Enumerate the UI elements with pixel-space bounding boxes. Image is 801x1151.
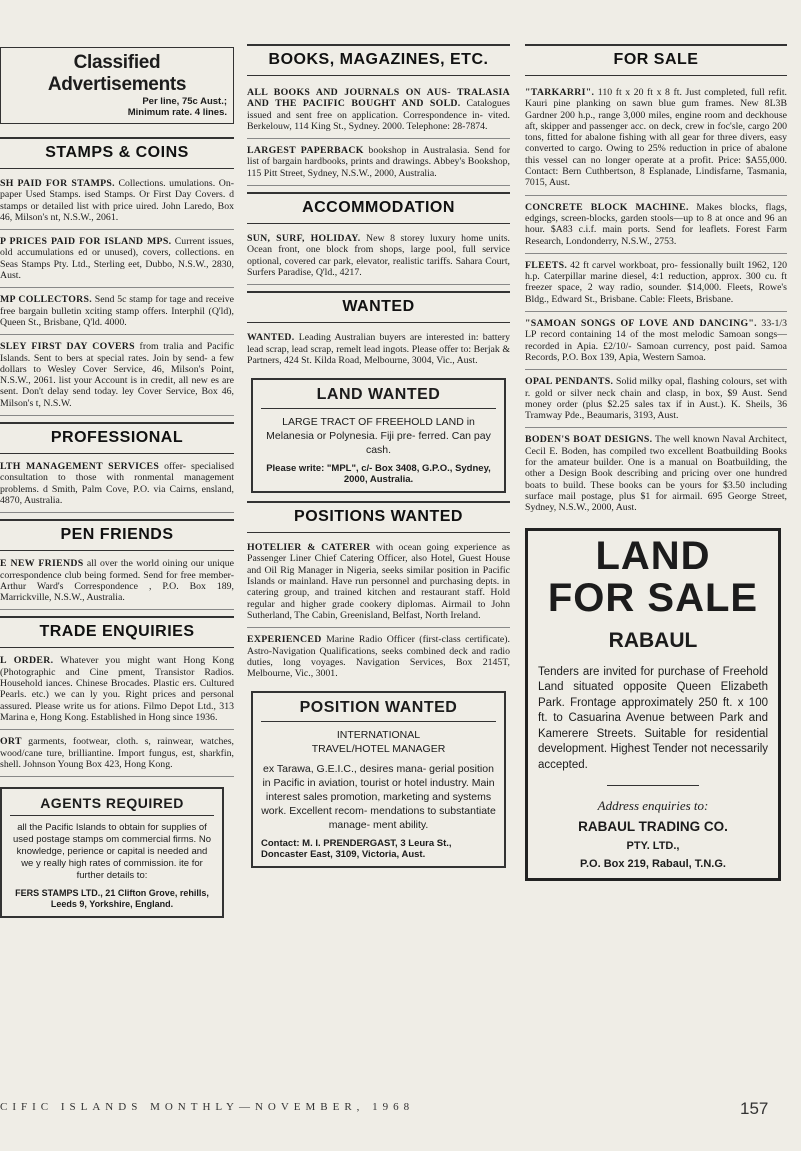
classified-title: Classified Advertisements bbox=[47, 52, 187, 95]
section-heading-trade: TRADE ENQUIRIES bbox=[0, 616, 234, 648]
section-heading-pen-friends: PEN FRIENDS bbox=[0, 519, 234, 551]
column-left bbox=[0, 0, 234, 918]
column-middle bbox=[247, 0, 510, 876]
section-heading-wanted: WANTED bbox=[247, 291, 510, 323]
position-wanted-subtitle-1: INTERNATIONAL bbox=[336, 729, 421, 742]
ad-for-sale-4: "SAMOAN SONGS OF LOVE AND DANCING". 33-1/3 LP record containing 14 of the most melodic Samoan songs— recorded in Apia. £2/10/- Samoan currency, post paid. Samoa Records, P.O. Box 139, Apia, Western Samoa. bbox=[525, 318, 787, 370]
ad-positions-2: EXPERIENCED Marine Radio Officer (first-class certificate). Astro-Navigation Qualifications, seeks combined deck and radio duties, long voyages. Navigation Services, Box 2145T, Melbourne, Vic., 3001. bbox=[247, 634, 510, 680]
land-for-sale-address: P.O. Box 219, Rabaul, T.N.G. bbox=[580, 858, 726, 870]
ad-stamps-1: SH PAID FOR STAMPS. Collections. umulations. On-paper Used Stamps. ised Stamps. Or First Day Covers. d stamps or detailed list with price uired. John Laredo, Box 46, Milson's nt, N.S.W., 2061. bbox=[0, 178, 234, 230]
land-wanted-body: LARGE TRACT OF FREEHOLD LAND in Melanesia or Polynesia. Fiji pre- ferred. Can pay cash. bbox=[266, 416, 491, 457]
column-right bbox=[525, 0, 787, 881]
ad-wanted-1: WANTED. Leading Australian buyers are interested in: battery lead scrap, lead scrap, remelt lead ingots. Please offer to: Berjak & Partners, 424 St. Kilda Road, Melbourne, 3004, Vic., Aust. bbox=[247, 332, 510, 366]
ad-accommodation-1: SUN, SURF, HOLIDAY. New 8 storey luxury home units. Ocean front, one block from shops, large pool, full service optional, covered car park, elevator, realistic tariffs. Sahara Court, Surfers Paradise, Q'ld., 4217. bbox=[247, 233, 510, 285]
agents-contact: FERS STAMPS LTD., 21 Clifton Grove, rehills, Leeds 9, Yorkshire, England. bbox=[15, 888, 209, 910]
footer-publication: CIFIC ISLANDS MONTHLY—NOVEMBER, 1968 bbox=[0, 1101, 415, 1113]
ad-books-1: ALL BOOKS AND JOURNALS ON AUS- TRALASIA AND THE PACIFIC BOUGHT AND SOLD. Catalogues issued and sent free on application. Correspondence in- vited. Berkelouw, 114 King St., Sydney. 2000. Telephone: 28-7874. bbox=[247, 87, 510, 139]
position-wanted-contact: Contact: M. I. PRENDERGAST, 3 Leura St., Doncaster East, 3109, Victoria, Aust. bbox=[261, 838, 452, 861]
land-for-sale-pty: PTY. LTD., bbox=[626, 840, 680, 852]
ad-for-sale-6: BODEN'S BOAT DESIGNS. The well known Naval Architect, Cecil E. Boden, has compiled two excellent Boatbuilding Books for the amateur builder. One is a manual on Boatbuilding, the other a Design Book describing and pricing over one hundred boats to build. These books can be yours for $3.50 including surface mail postage, plus $1 for airmail. 695 George Street, Sydney, N.S.W., 2000, Aust. bbox=[525, 434, 787, 514]
ad-stamps-2: P PRICES PAID FOR ISLAND MPS. Current issues, old accumulations ed or unused), covers, collections. en Seas Stamps Pty. Ltd., Sterling eet, Dubbo, N.S.W., 2830, Aust. bbox=[0, 236, 234, 288]
position-wanted-body: ex Tarawa, G.E.I.C., desires mana- gerial position in Pacific in aviation, tourist or hotel industry. Main interest sales promotion, marketing and systems work. Excellent recom- mendations to substantiate manage- ment ability. bbox=[261, 763, 496, 832]
agents-body: all the Pacific Islands to obtain for supplies of used postage stamps om commercial firms. No knowledge, perience or capital is needed and we y really high rates of commission. ite for further details to: bbox=[13, 822, 211, 882]
agents-box bbox=[0, 787, 224, 918]
position-wanted-box bbox=[251, 691, 506, 868]
land-for-sale-title-1: LAND bbox=[595, 533, 711, 578]
land-for-sale-body: Tenders are invited for purchase of Freehold Land situated opposite Queen Elizabeth Park. Frontage approximately 250 ft. x 100 ft. to Casuarina Avenue between Park and Kamerere Streets. Suitable for residential development. Highest Tender not necessarily accepted. bbox=[538, 665, 768, 771]
ad-for-sale-1: "TARKARRI". 110 ft x 20 ft x 8 ft. Just completed, full refit. Kauri pine planking on sawn blue gum frames. New 8L3B Gardner 200 h.p., range 3,000 miles, engine room and deckhouse aft, skipper and passenger acc. on deck, crew in foc'sle, cargo 200 tons, fitted for abalone fishing with all gear for three divers, easy converted to cargo. Owing to 25% reduction in price of abalone this vessel can no longer operate at a profit. Price: $A55,000. Contact: Bern Cuthbertson, 8 Esplanade, Lindisfarne, Tasmania, 7015, Aust. bbox=[525, 87, 787, 196]
ad-stamps-3: MP COLLECTORS. Send 5c stamp for tage and receive free bargain bulletin xciting stamp offers. Interphil (Q'ld), Queen St., Brisbane, Q'ld. 4000. bbox=[0, 294, 234, 335]
section-heading-stamps: STAMPS & COINS bbox=[0, 137, 234, 169]
position-wanted-title: POSITION WANTED bbox=[261, 699, 496, 722]
land-for-sale-box bbox=[525, 528, 781, 882]
section-heading-books: BOOKS, MAGAZINES, ETC. bbox=[247, 44, 510, 76]
page-number: 157 bbox=[740, 1099, 769, 1118]
land-for-sale-title-2: FOR SALE bbox=[547, 575, 759, 620]
land-wanted-title: LAND WANTED bbox=[261, 386, 496, 409]
ad-professional-1: LTH MANAGEMENT SERVICES offer- specialised consultation to those with ronmental management problems. d Smith, Palm Cove, P.O. via Cairns, ensland, 4870, Australia. bbox=[0, 461, 234, 513]
ad-trade-2: ORT garments, footwear, cloth. s, rainwear, watches, wood/cane ture, brilliantine. Import fungus, est, sharkfin, shell. Johnson Young Box 423, Hong Kong. bbox=[0, 736, 234, 777]
section-heading-for-sale: FOR SALE bbox=[525, 44, 787, 76]
classified-minimum: Minimum rate. 4 lines. bbox=[127, 107, 227, 118]
section-heading-accommodation: ACCOMMODATION bbox=[247, 192, 510, 224]
land-for-sale-divider bbox=[607, 785, 699, 786]
ad-for-sale-2: CONCRETE BLOCK MACHINE. Makes blocks, flags, edgings, screen-blocks, garden stools—up to 8 at once and 96 an hour. $A83 c.i.f. main ports. Send for leaflets. Forest Farm Research, Londonderry, N.S.W., 2753. bbox=[525, 202, 787, 254]
ad-pen-1: E NEW FRIENDS all over the world oining our unique correspondence club being formed. Send for free member- Arthur Ward's Correspondence , P.O. Box 189, Marrickville, N.S.W., Australia. bbox=[0, 558, 234, 610]
position-wanted-subtitle-2: TRAVEL/HOTEL MANAGER bbox=[311, 743, 446, 756]
agents-title: AGENTS REQUIRED bbox=[10, 795, 214, 816]
land-for-sale-place: RABAUL bbox=[608, 628, 698, 652]
ad-trade-1: L ORDER. Whatever you might want Hong Kong (Photographic and Cine pment, Transistor Radios. Household iances. Chinese Brocades. Plastic ers. Cultured Pearls. etc.) we can ly you. Right prices and personal assured. Please write us for ations. Filmo Depot Ltd., 313 Marina e, Hong Kong. Established in Hong since 1936. bbox=[0, 655, 234, 730]
section-heading-positions-wanted: POSITIONS WANTED bbox=[247, 501, 510, 533]
land-for-sale-enquiries: Address enquiries to: bbox=[597, 798, 709, 813]
classified-rate: Per line, 75c Aust.; bbox=[142, 96, 227, 107]
land-for-sale-company: RABAUL TRADING CO. bbox=[578, 819, 728, 834]
page-footer bbox=[0, 1097, 801, 1119]
ad-positions-1: HOTELIER & CATERER with ocean going experience as Passenger Liner Chief Catering Officer, also Hotel, Guest House and Oil Rig Manager in Nigeria, seeks similar position in Pacific Islands or mainland. Have run personnel and purchasing depts. in catering group, and trained kitchen and restaurant staff. Hold regular and higher grade cookery diplomas. Airmail to John Sutherland, The Cabin, Greenisland, Belfast, North Ireland. bbox=[247, 542, 510, 628]
section-heading-professional: PROFESSIONAL bbox=[0, 422, 234, 454]
land-wanted-contact: Please write: "MPL", c/- Box 3408, G.P.O., Sydney, 2000, Australia. bbox=[266, 463, 491, 486]
ad-stamps-4: SLEY FIRST DAY COVERS from tralia and Pacific Islands. Sent to bers at special rates. Join by send- a few dollars to Wesley Cover Service, 46, Milson's Point, N.S.W., 2061. list your Account is in credit, all new es are sent. Don't delay send today. ley Cover Service, Box 46, Milson's t, N.S.W. bbox=[0, 341, 234, 416]
ad-for-sale-3: FLEETS. 42 ft carvel workboat, pro- fessionally built 1962, 120 h.p. Caterpillar marine diesel, 4:1 reduction, approx. 300 cu. ft freezer space, 2 way radio, sounder. $14,000. Fleets, Rowe's Bldg., Edward St., Brisbane. Cable: Fleets, Brisbane. bbox=[525, 260, 787, 312]
ad-books-2: LARGEST PAPERBACK bookshop in Australasia. Send for list of bargain hardbooks, prints and drawings. Abbey's Bookshop, 115 Pitt Street, Sydney, N.S.W., 2000, Australia. bbox=[247, 145, 510, 186]
classified-header bbox=[0, 47, 234, 124]
land-wanted-box bbox=[251, 378, 506, 493]
ad-for-sale-5: OPAL PENDANTS. Solid milky opal, flashing colours, set with r. gold or silver neck chain and clasp, in box, $9 Aust. Send money order (plus $2.25 sales tax if in Aust.). K. Sheils, 36 Tramway Pde., Beaumaris, 3193, Aust. bbox=[525, 376, 787, 428]
